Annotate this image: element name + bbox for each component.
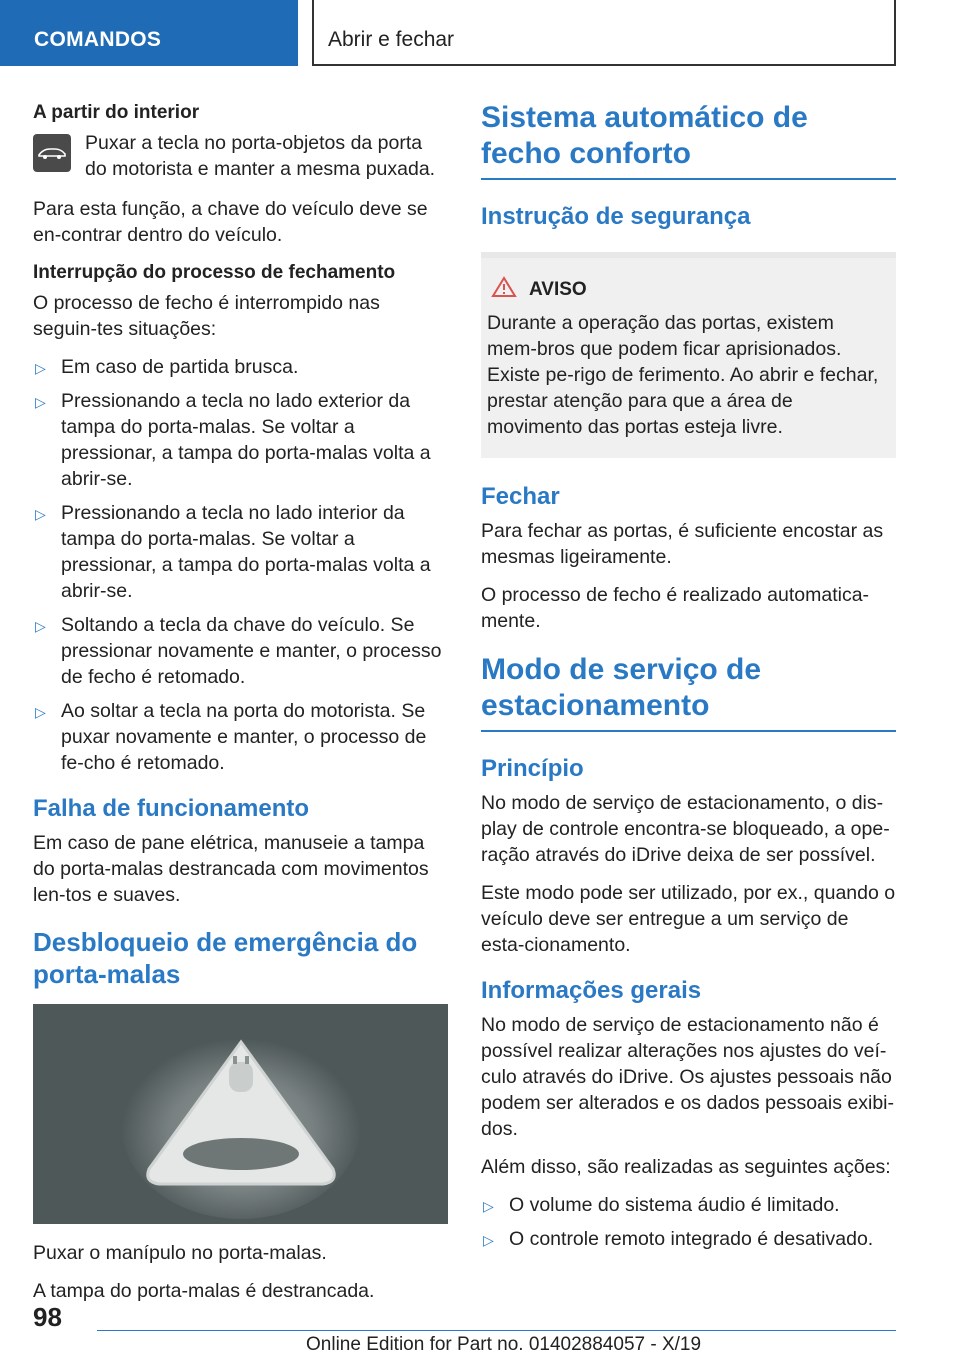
warning-box [481,252,896,458]
triangle-bullet-icon: ▷ [35,618,46,634]
paragraph-close-2: O processo de fecho é realizado automatica-mente. [481,584,870,632]
triangle-bullet-icon: ▷ [35,360,46,376]
paragraph-key-requirement: Para esta função, a chave do veículo deve se en-contrar dentro do veículo. [33,198,428,246]
chapter-title: Abrir e fechar [328,28,455,51]
heading-safety-instruction: Instrução de segurança [481,203,751,230]
caption-pull-handle: Puxar o manípulo no porta-malas. [33,1242,327,1264]
list-item: ▷ Em caso de partida brusca. [33,354,448,380]
warning-text: Durante a operação das portas, existem mem-bros que podem ficar aprisionados. Existe pe-rigo de ferimento. Ao abrir e fechar, prestar atenção para que a área de movimento das portas esteja livre. [487,312,879,438]
paragraph-info-2: Além disso, são realizadas as seguintes ações: [481,1156,891,1178]
icon-instruction [33,130,448,182]
paragraph-principle-2: Este modo pode ser utilizado, por ex., quando o veículo deve ser entregue a um serviço de esta-cionamento. [481,882,896,956]
car-door-icon [33,134,71,172]
heading-comfort-closing: Sistema automático de fecho conforto [481,100,896,180]
paragraph-interruption: O processo de fecho é interrompido nas seguin-tes situações: [33,292,380,340]
warning-title: AVISO [529,279,587,300]
triangle-bullet-icon: ▷ [483,1198,494,1214]
triangle-bullet-icon: ▷ [483,1232,494,1248]
edition-footer: Online Edition for Part no. 01402884057 - X/19 [306,1334,702,1355]
section-label: COMANDOS [34,28,162,51]
paragraph-principle-1: No modo de serviço de estacionamento, o dis-play de controle encontra-se bloqueado, a ope-ração através do iDrive deixa de ser possível. [481,792,890,866]
triangle-bullet-icon: ▷ [35,394,46,410]
paragraph-malfunction: Em caso de pane elétrica, manuseie a tampa do porta-malas destrancada com movimentos len-tos e suaves. [33,832,429,906]
paragraph-close-1: Para fechar as portas, é suficiente encostar as mesmas ligeiramente. [481,520,884,568]
list-item: ▷ Soltando a tecla da chave do veículo. Se pressionar novamente e manter, o processo de fecho é retomado. [35,614,442,688]
heading-general-info: Informações gerais [481,977,702,1004]
warning-header [487,276,888,304]
heading-principle: Princípio [481,755,584,782]
subheading-interior: A partir do interior [33,102,200,123]
warning-triangle-icon [491,276,517,304]
list-item: ▷ O volume do sistema áudio é limitado. [481,1192,896,1218]
list-item: ▷ Ao soltar a tecla na porta do motorista. Se puxar novamente e manter, o processo de fe-cho é retomado. [35,700,427,774]
triangle-bullet-icon: ▷ [35,704,46,720]
heading-valet-mode: Modo de serviço de estacionamento [481,652,896,732]
list-item: ▷ Pressionando a tecla no lado exterior da tampa do porta-malas. Se voltar a pressionar, a tampa do porta-malas volta a abrir-se. [35,390,431,490]
list-item: ▷ Pressionando a tecla no lado interior da tampa do porta-malas. Se voltar a pressionar, a tampa do porta-malas volta a abrir-se. [35,502,431,602]
right-column [481,100,896,1266]
interruption-list [33,354,448,776]
paragraph-info-1: No modo de serviço de estacionamento não é possível realizar alterações nos ajustes do veí-culo através do iDrive. Os ajustes pessoais não podem ser alterados e os dados pessoais exibi-dos. [481,1014,894,1140]
section-tab [0,0,298,66]
footer-divider [97,1330,896,1331]
heading-close: Fechar [481,483,560,510]
caption-unlocked: A tampa do porta-malas é destrancada. [33,1280,375,1302]
chapter-header [312,0,896,66]
list-item: ▷ O controle remoto integrado é desativado. [481,1226,896,1252]
triangle-bullet-icon: ▷ [35,506,46,522]
trunk-release-handle-image [33,1004,448,1224]
actions-list [481,1192,896,1252]
subheading-interruption: Interrupção do processo de fechamento [33,262,396,283]
heading-emergency-release: Desbloqueio de emergência do porta-malas [33,927,418,989]
icon-instruction-text: Puxar a tecla no porta-objetos da porta do motorista e manter a mesma puxada. [85,132,436,180]
left-column [33,100,448,1316]
heading-malfunction: Falha de funcionamento [33,795,310,822]
page-number: 98 [33,1302,62,1332]
